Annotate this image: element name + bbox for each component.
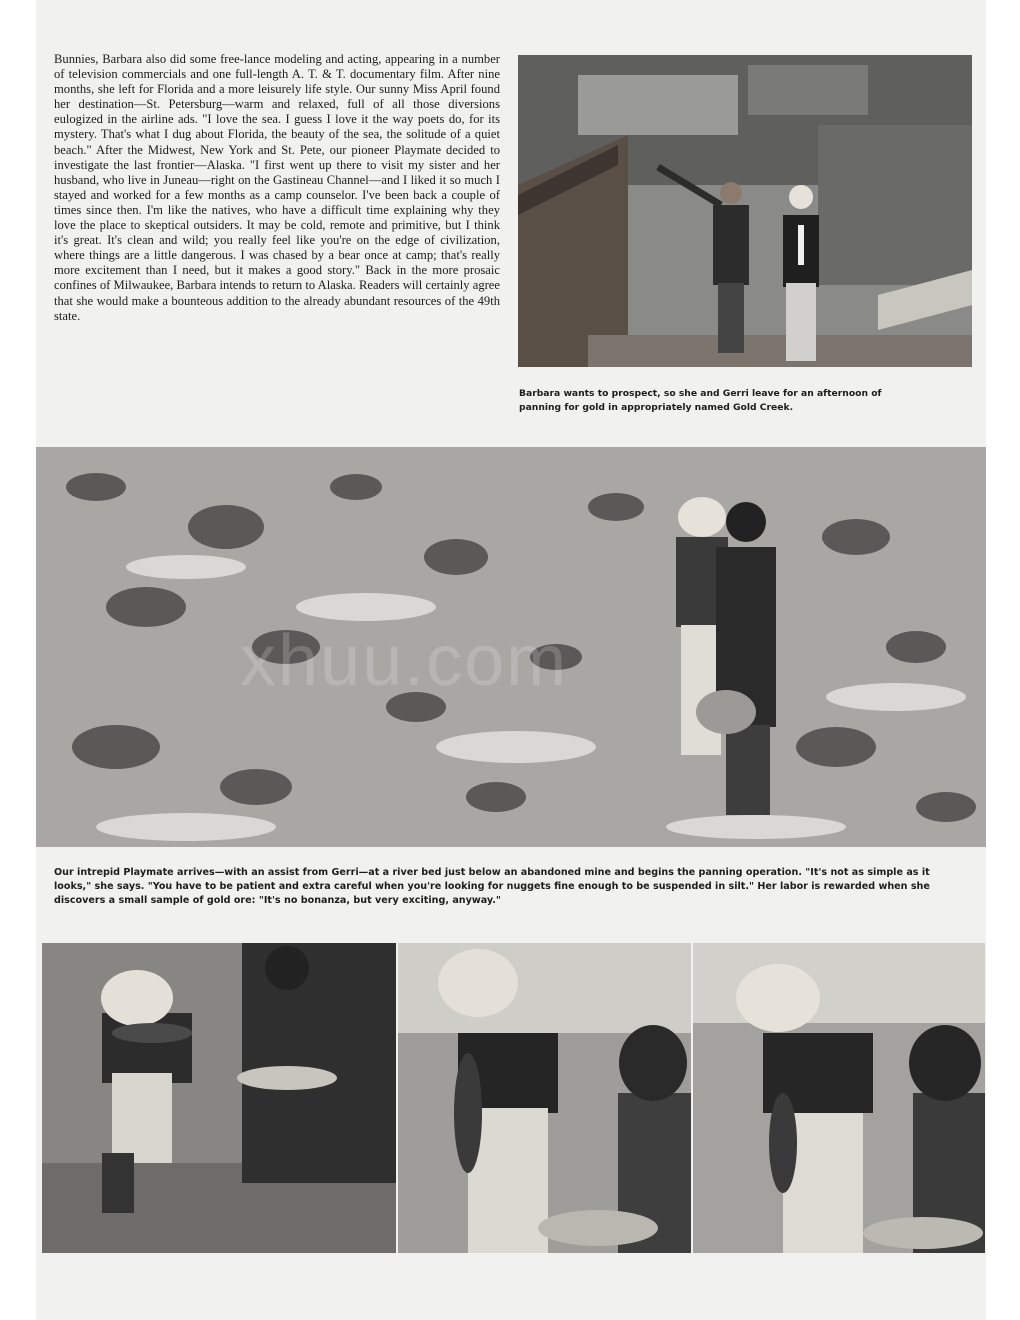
caption-bridge: Barbara wants to prospect, so she and Gerri leave for an afternoon of panning for gold in appropriately named Gold Creek. — [519, 388, 882, 413]
photo-panning-1 — [42, 943, 396, 1253]
photo-bridge — [518, 55, 972, 367]
caption-riverbed: Our intrepid Playmate arrives—with an assist from Gerri—at a river bed just below an abandoned mine and begins the panning operation. "It's not as simple as it looks," she says. "You have to be patient and extra careful when you're looking for nuggets fine enough to be suspended in silt." Her labor is rewarded when she discovers a small sample of gold ore: "It's no bonanza, but very exciting, anyway." — [54, 867, 930, 906]
photo-panning-3 — [693, 943, 985, 1253]
photo-panning-2 — [398, 943, 691, 1253]
photo-riverbed — [36, 447, 986, 847]
article-text: Bunnies, Barbara also did some free-lance modeling and acting, appearing in a number of television commercials and one full-length A. T. & T. documentary film. After nine months, she left for Florida and a more leisurely life style. Our sunny Miss April found her destination—St. Petersburg—warm and relaxed, full of all those diversions eulogized in the airline ads. "I love the sea. I guess I love it the way poets do, for its mystery. That's what I dug about Florida, the beauty of the sea, the solitude of a quiet beach." After the Midwest, New York and St. Pete, our pioneer Playmate decided to investigate the last frontier—Alaska. "I first went up there to visit my sister and her husband, who live in Juneau—right on the Gastineau Channel—and I liked it so much I stayed and worked for a few months as a camp counselor. I've been back a couple of times since then. I'm like the natives, who have a difficult time explaining why they love the place to skeptical outsiders. It may be cold, remote and primitive, but I think it's great. It's clean and wild; you really feel like you're on the edge of civilization, where things are a little dangerous. I was chased by a bear once at camp; that's really more excitement than I need, but it makes a good story." Back in the more prosaic confines of Milwaukee, Barbara intends to return to Alaska. Readers will certainly agree that she would make a bounteous addition to the already abundant resources of the 49th state. — [54, 52, 500, 323]
